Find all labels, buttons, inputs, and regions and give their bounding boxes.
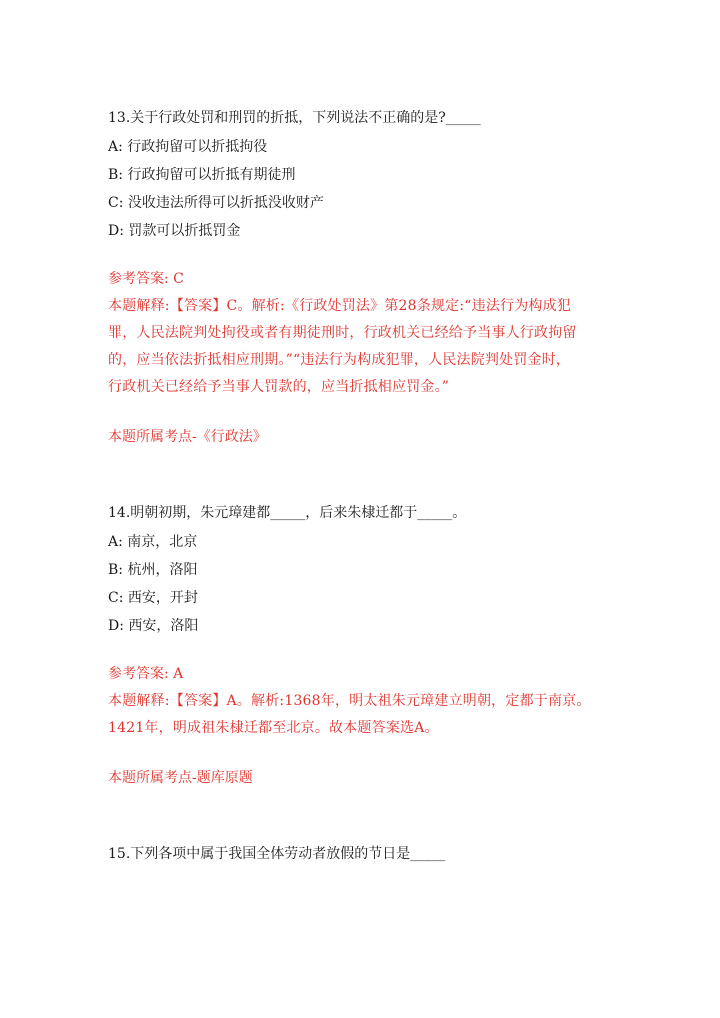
option-c: C: 西安，开封: [108, 590, 198, 606]
option-d: D: 西安，洛阳: [108, 618, 199, 634]
option-a: A: 行政拘留可以折抵拘役: [108, 139, 268, 155]
explanation-line: 本题解释:【答案】C。解析:《行政处罚法》第28条规定:“违法行为构成犯: [108, 298, 572, 314]
question-stem: 15.下列各项中属于我国全体劳动者放假的节日是_____: [108, 846, 446, 862]
option-a: A: 南京，北京: [108, 534, 198, 550]
explanation-line: 1421年，明成祖朱棣迁都至北京。故本题答案选A。: [108, 720, 439, 736]
option-c: C: 没收违法所得可以折抵没收财产: [108, 195, 324, 211]
explanation: [108, 293, 628, 401]
option-d: D: 罚款可以折抵罚金: [108, 223, 241, 239]
question-stem: 14.明朝初期，朱元璋建都_____，后来朱棣迁都于_____。: [108, 505, 467, 521]
explanation-line: 的，应当依法折抵相应刑期。”“违法行为构成犯罪，人民法院判处罚金时，: [108, 352, 571, 368]
explanation-line: 罪，人民法院判处拘役或者有期徒刑时，行政机关已经给予当事人行政拘留: [108, 325, 577, 341]
reference-answer: 参考答案: C: [108, 271, 184, 287]
reference-answer: 参考答案: A: [108, 666, 184, 682]
question-14: [108, 503, 628, 788]
document-page: [108, 108, 628, 873]
question-15: [108, 844, 628, 864]
question-stem: 13.关于行政处罚和刑罚的折抵，下列说法不正确的是?_____: [108, 110, 481, 126]
explanation-line: 行政机关已经给予当事人罚款的，应当折抵相应罚金。”: [108, 379, 450, 395]
topic-label: 本题所属考点-《行政法》: [108, 429, 267, 445]
question-13: [108, 108, 628, 447]
explanation: [108, 688, 628, 742]
explanation-line: 本题解释:【答案】A。解析:1368年，明太祖朱元璋建立明朝，定都于南京。: [108, 693, 591, 709]
option-b: B: 行政拘留可以折抵有期徒刑: [108, 167, 296, 183]
option-b: B: 杭州，洛阳: [108, 562, 198, 578]
topic-label: 本题所属考点-题库原题: [108, 770, 253, 786]
